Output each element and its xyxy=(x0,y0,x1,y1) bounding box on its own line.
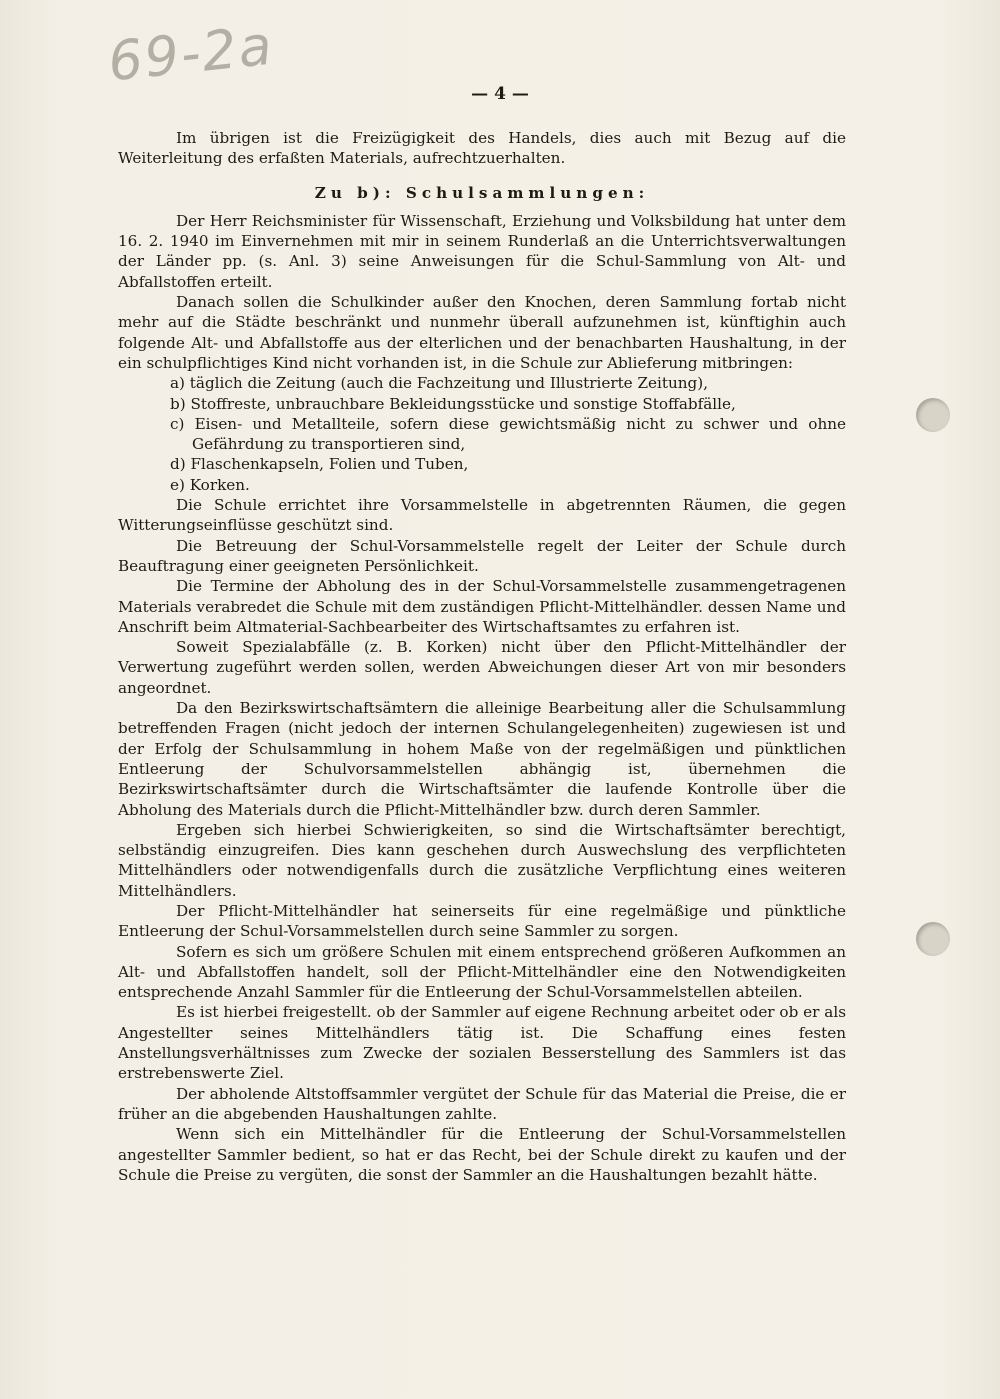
punch-hole xyxy=(916,398,950,432)
paragraph: Die Termine der Abholung des in der Schul-Vorsammelstelle zusammengetragenen Materials verabredet die Schule mit dem zuständigen Pflicht-Mittelhändler. dessen Name und Anschrift beim Altmaterial-Sachbearbeiter des Wirtschaftsamtes zu erfahren ist. xyxy=(118,577,846,636)
list-item: a) täglich die Zeitung (auch die Fachzeitung und Illustrierte Zeitung), xyxy=(170,374,709,393)
list-item: e) Korken. xyxy=(170,475,250,494)
paragraph: Soweit Spezialabfälle (z. B. Korken) nicht über den Pflicht-Mittelhändler der Verwertung zugeführt werden sollen, werden Abweichungen dieser Art von mir besonders angeordnet. xyxy=(118,638,846,697)
document-body xyxy=(118,128,846,1185)
paragraph: Der Herr Reichsminister für Wissenschaft, Erziehung und Volksbildung hat unter dem 16. 2. 1940 im Einvernehmen mit mir in seinem Runderlaß an die Unterrichtsverwaltungen der Länder pp. (s. Anl. 3) seine Anweisungen für die Schul-Sammlung von Alt- und Abfallstoffen erteilt. xyxy=(118,211,846,291)
item-list xyxy=(118,373,846,495)
paragraph: Die Schule errichtet ihre Vorsammelstelle in abgetrennten Räumen, die gegen Witterungseinflüsse geschützt sind. xyxy=(118,496,846,535)
paragraph: Der abholende Altstoffsammler vergütet der Schule für das Material die Preise, die er früher an die abgebenden Haushaltungen zahlte. xyxy=(118,1084,846,1123)
list-item: c) Eisen- und Metallteile, sofern diese gewichtsmäßig nicht zu schwer und ohne Gefährdung zu transportieren sind, xyxy=(170,414,846,454)
paragraph: Da den Bezirkswirtschaftsämtern die alleinige Bearbeitung aller die Schulsammlung betreffenden Fragen (nicht jedoch der internen Schulangelegenheiten) zugewiesen ist und der Erfolg der Schulsammlung in hohem Maße von der regelmäßigen und pünktlichen Entleerung der Schulvorsammelstellen abhängig ist, übernehmen die Bezirkswirtschaftsämter durch die Wirtschaftsämter die laufende Kontrolle über die Abholung des Materials durch die Pflicht-Mittelhändler bzw. durch deren Sammler. xyxy=(118,699,846,819)
section-heading: Zu b): Schulsammlungen: xyxy=(314,183,650,202)
paragraph: Die Betreuung der Schul-Vorsammelstelle regelt der Leiter der Schule durch Beauftragung einer geeigneten Persönlichkeit. xyxy=(118,536,846,575)
list-item: d) Flaschenkapseln, Folien und Tuben, xyxy=(170,455,469,474)
paragraph: Es ist hierbei freigestellt. ob der Sammler auf eigene Rechnung arbeitet oder ob er als Angestellter seines Mittelhändlers tätig ist. Die Schaffung eines festen Anstellungsverhältnisses zum Zwecke der sozialen Besserstellung des Sammlers ist das erstrebenswerte Ziel. xyxy=(118,1003,846,1083)
list-item: b) Stoffreste, unbrauchbare Bekleidungsstücke und sonstige Stoffabfälle, xyxy=(170,394,736,413)
paragraph: Der Pflicht-Mittelhändler hat seinerseits für eine regelmäßige und pünktliche Entleerung der Schul-Vorsammelstellen durch seine Sammler zu sorgen. xyxy=(118,901,846,941)
paragraph: Ergeben sich hierbei Schwierigkeiten, so sind die Wirtschaftsämter berechtigt, selbständig einzugreifen. Dies kann geschehen durch Auswechslung des verpflichteten Mittelhändlers oder notwendigenfalls durch die zusätzliche Verpflichtung eines weiteren Mittelhändlers. xyxy=(118,820,846,900)
handwritten-archive-mark: 69-2a xyxy=(105,13,277,94)
paragraph: Sofern es sich um größere Schulen mit einem entsprechend größeren Aufkommen an Alt- und Abfallstoffen handelt, soll der Pflicht-Mittelhändler eine den Notwendigkeiten entsprechende Anzahl Sammler für die Entleerung der Schul-Vorsammelstellen abteilen. xyxy=(118,942,846,1002)
paragraph: Danach sollen die Schulkinder außer den Knochen, deren Sammlung fortab nicht mehr auf die Städte beschränkt und nunmehr überall aufzunehmen ist, künftighin auch folgende Alt- und Abfallstoffe aus der elterlichen und der benachbarten Haushaltung, in der ein schulpflichtiges Kind nicht vorhanden ist, in die Schule zur Ablieferung mitbringen: xyxy=(118,293,846,372)
paragraph: Im übrigen ist die Freizügigkeit des Handels, dies auch mit Bezug auf die Weiterleitung des erfaßten Materials, aufrechtzuerhalten. xyxy=(118,129,846,168)
punch-hole xyxy=(916,922,950,956)
page-number: — 4 — xyxy=(471,84,529,104)
paragraph: Wenn sich ein Mittelhändler für die Entleerung der Schul-Vorsammelstellen angestellter Sammler bedient, so hat er das Recht, bei der Schule direkt zu kaufen und der Schule die Preise zu vergüten, die sonst der Sammler an die Haushaltungen bezahlt hätte. xyxy=(118,1125,846,1184)
